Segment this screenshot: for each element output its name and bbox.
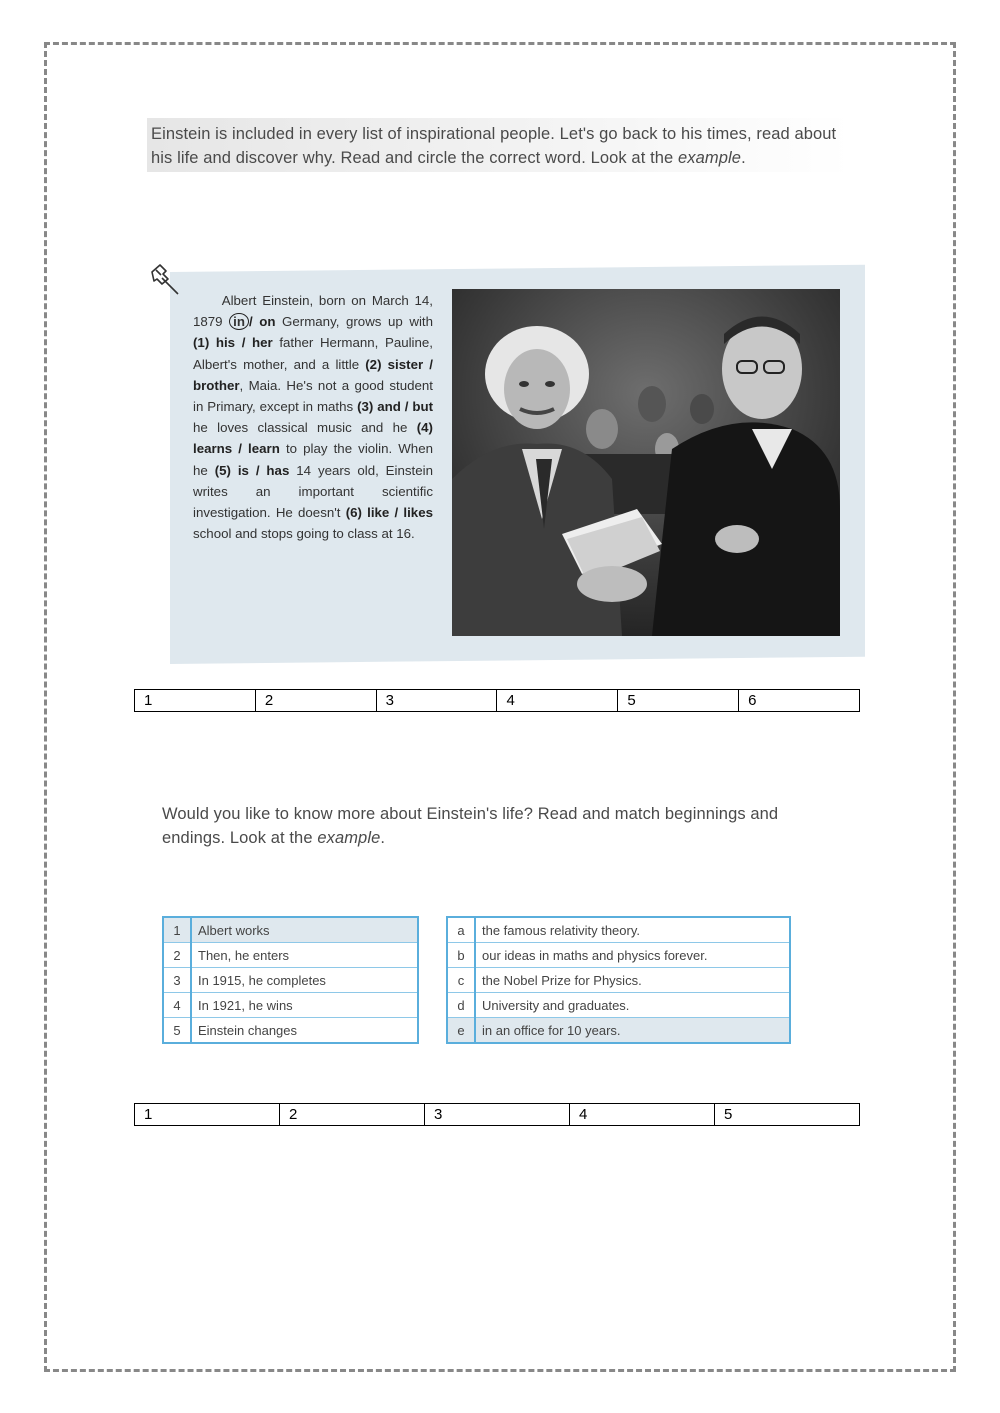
beginning-text: In 1915, he completes	[191, 968, 418, 993]
question-3-options[interactable]: (3) and / but	[357, 399, 434, 415]
answer-cell-2[interactable]: 2	[255, 690, 376, 712]
story-text: father Hermann, Pauline, Albert's mother, and a little	[193, 335, 433, 372]
answer-cell-4[interactable]: 4	[497, 690, 618, 712]
beginnings-table	[162, 916, 419, 1044]
exercise1-answer-table	[134, 689, 860, 712]
ending-text: our ideas in maths and physics forever.	[475, 943, 790, 968]
answer-cell-5[interactable]: 5	[618, 690, 739, 712]
answer-cell-6[interactable]: 6	[739, 690, 860, 712]
question-6-options[interactable]: (6) like / likes	[345, 505, 433, 521]
story-text: Germany, grows up with	[282, 314, 433, 330]
story-text: Albert Einstein, born on March 14, 1879	[193, 293, 433, 330]
story-text: he loves classical music and he	[193, 420, 408, 436]
instruction-text: Einstein is included in every list of inspirational people. Let's go back to his times, read about his life and discover why. Read and circle the correct word. Look at the	[151, 125, 837, 167]
ending-letter: b	[447, 943, 475, 968]
ending-text: the Nobel Prize for Physics.	[475, 968, 790, 993]
ending-text: the famous relativity theory.	[482, 922, 640, 938]
einstein-story	[193, 290, 433, 544]
example-circled-word[interactable]: in	[229, 313, 249, 330]
beginning-number: 2	[163, 943, 191, 968]
pushpin-icon	[148, 262, 184, 298]
table-row	[447, 1018, 790, 1044]
instruction-example: example	[678, 149, 742, 167]
question-5-options[interactable]: (5) is / has	[214, 462, 290, 478]
ending-letter: d	[447, 993, 475, 1018]
question-2-options[interactable]: (2) sister / brother	[193, 356, 433, 393]
table-row	[447, 968, 790, 993]
table-row	[163, 968, 418, 993]
beginning-number: 5	[163, 1018, 191, 1044]
story-text: , Maia. He's not a good student in Primary, except in maths	[193, 377, 433, 415]
instruction-example: example	[317, 829, 381, 847]
ending-letter: c	[447, 968, 475, 993]
answer-cell-1[interactable]: 1	[135, 690, 256, 712]
answer-cell-3[interactable]: 3	[376, 690, 497, 712]
story-text: 14 years old, Einstein writes an important scientific investigation. He doesn't	[193, 462, 433, 521]
table-row	[447, 993, 790, 1018]
table-row	[163, 917, 418, 943]
exercise2-answer-table	[134, 1103, 860, 1126]
table-row	[135, 1104, 860, 1126]
instruction-end: .	[741, 149, 746, 167]
beginning-number: 1	[163, 917, 191, 943]
ending-text: in an office for 10 years.	[475, 1018, 790, 1044]
question-1-options[interactable]: (1) his / her	[193, 335, 273, 351]
question-4-options[interactable]: (4) learns / learn	[193, 420, 433, 457]
table-row	[447, 917, 790, 943]
exercise1-instruction	[147, 118, 851, 172]
example-option[interactable]: / on	[248, 314, 276, 330]
table-row	[163, 1018, 418, 1044]
table-row	[135, 690, 860, 712]
story-text: school and stops going to class at 16.	[193, 526, 415, 542]
answer-cell-5[interactable]: 5	[715, 1104, 860, 1126]
beginning-text: Then, he enters	[191, 943, 418, 968]
endings-table	[446, 916, 791, 1044]
answer-cell-1[interactable]: 1	[135, 1104, 280, 1126]
instruction-end: .	[380, 829, 386, 847]
answer-cell-4[interactable]: 4	[570, 1104, 715, 1126]
story-text: to play the violin. When he	[193, 441, 433, 478]
ending-text: University and graduates.	[475, 993, 790, 1018]
beginning-text: In 1921, he wins	[191, 993, 418, 1018]
beginning-number: 3	[163, 968, 191, 993]
table-row	[163, 943, 418, 968]
ending-letter: e	[447, 1018, 475, 1044]
beginning-text: Einstein changes	[191, 1018, 418, 1044]
beginning-text: Albert works	[191, 917, 418, 943]
instruction-text: Would you like to know more about Einstein's life? Read and match beginnings and endings. Look at the	[162, 805, 779, 847]
answer-cell-2[interactable]: 2	[280, 1104, 425, 1126]
answer-cell-3[interactable]: 3	[425, 1104, 570, 1126]
exercise2-instruction	[162, 802, 822, 850]
table-row	[447, 943, 790, 968]
beginning-number: 4	[163, 993, 191, 1018]
ending-letter: a	[447, 917, 475, 943]
einstein-handshake-photo	[452, 289, 840, 636]
table-row	[163, 993, 418, 1018]
